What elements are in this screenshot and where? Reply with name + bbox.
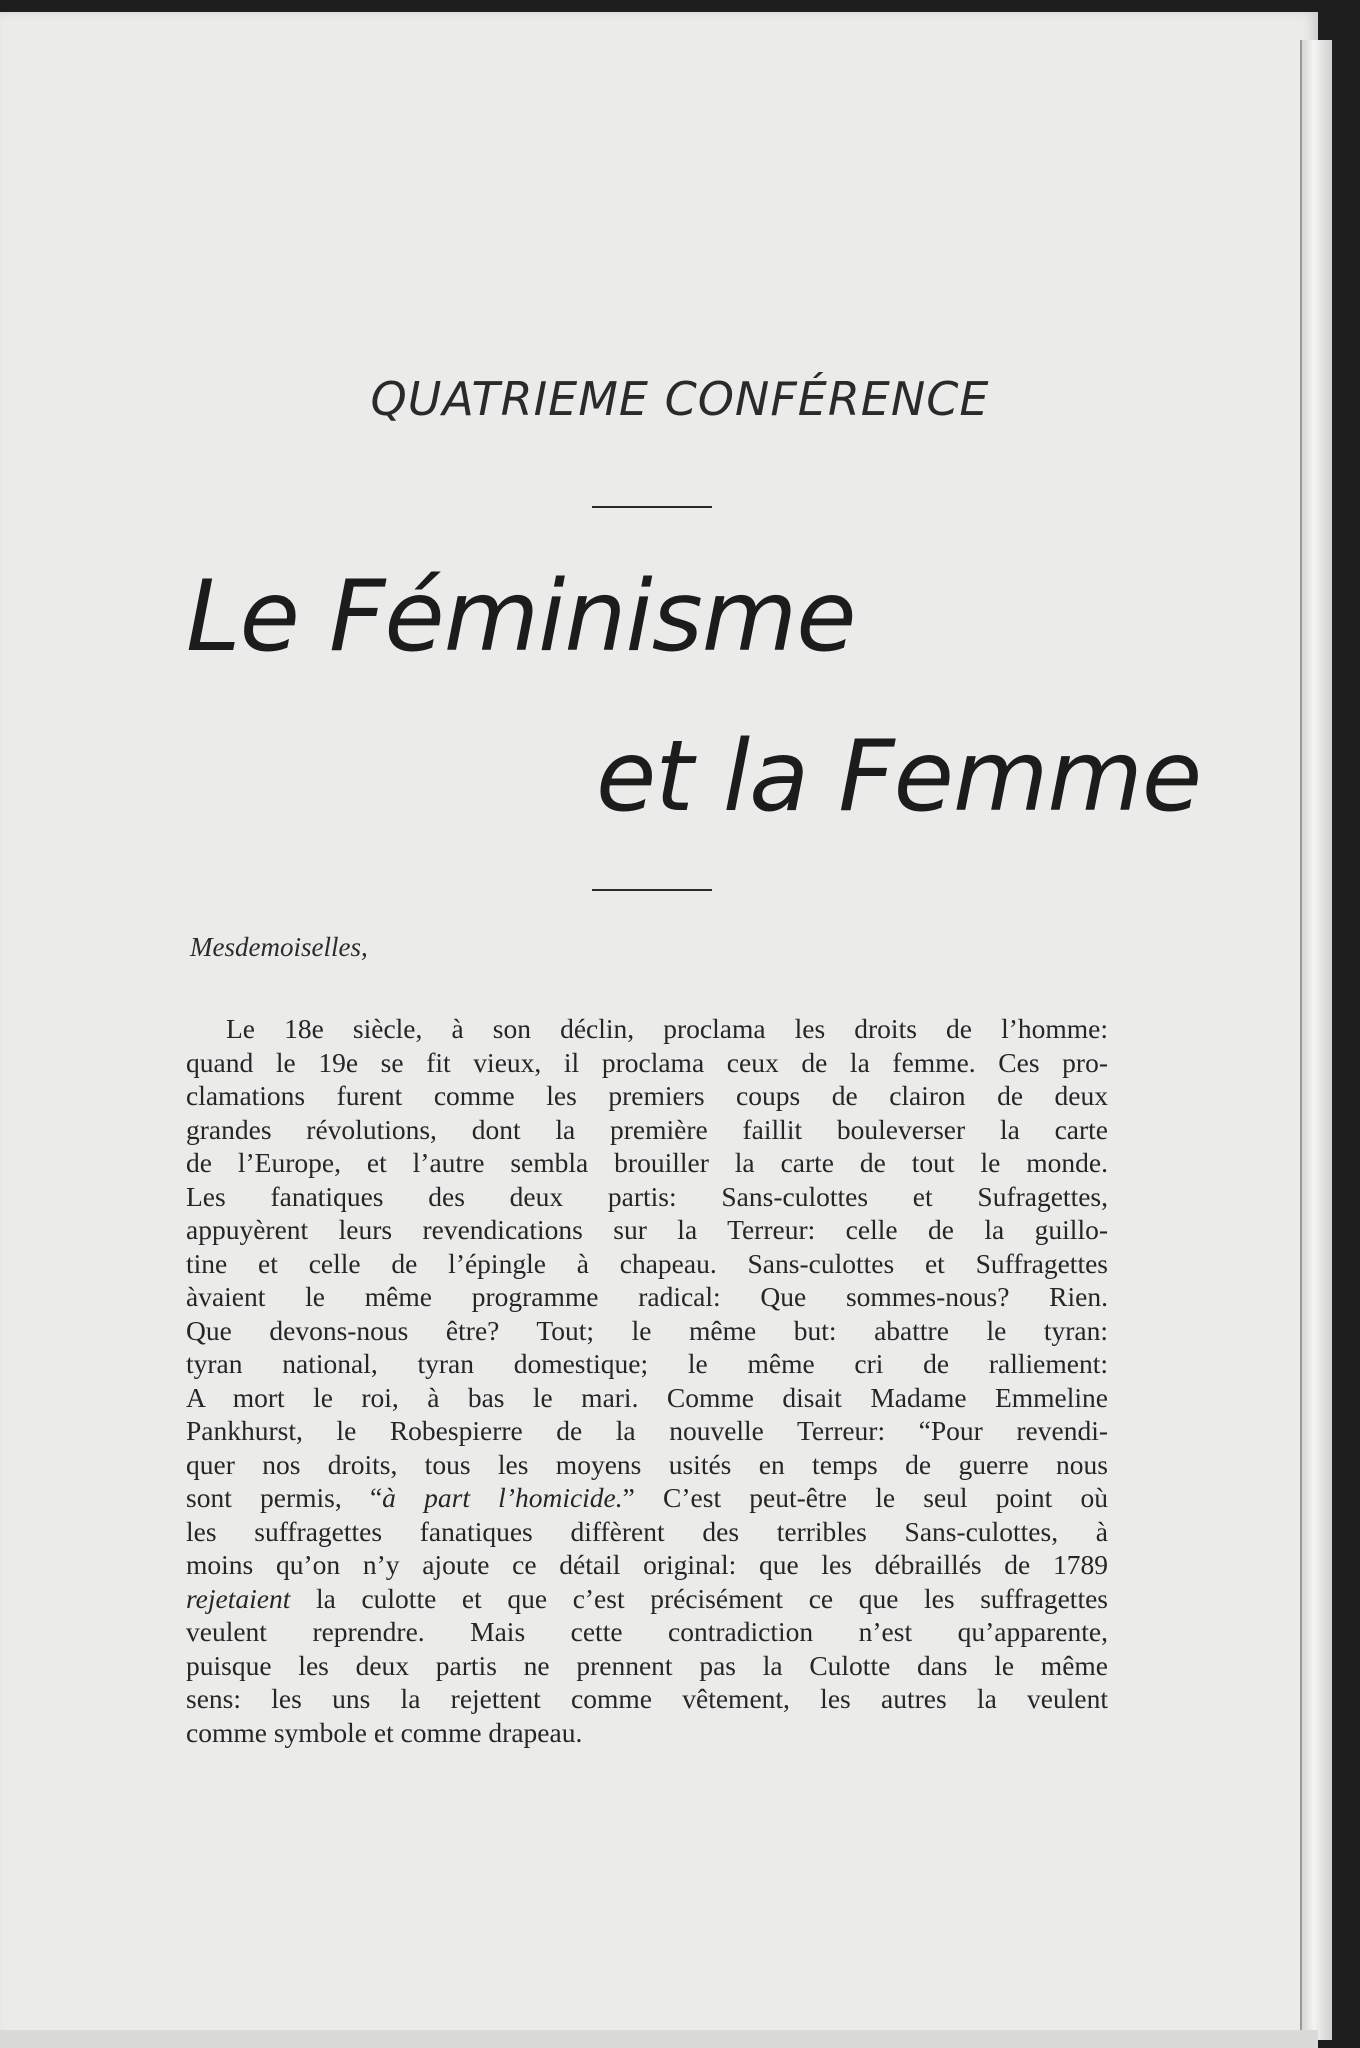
divider-rule-top: [592, 506, 712, 508]
text-line: quer nos droits, tous les moyens usités en temps de guerre nous: [186, 1448, 1108, 1480]
title-line-1: Le Féminisme: [186, 560, 856, 674]
text-line: tyran national, tyran domestique; le même cri de ralliement:: [186, 1348, 1108, 1379]
text-line: clamations furent comme les premiers coups de clairon de deux: [186, 1080, 1108, 1111]
title-line-2: et la Femme: [596, 720, 1202, 834]
text-line: veulent reprendre. Mais cette contradiction n’est qu’apparente,: [186, 1616, 1108, 1647]
text-line: grandes révolutions, dont la première faillit bouleverser la carte: [186, 1113, 1108, 1145]
text-line: puisque les deux partis ne prennent pas la Culotte dans le même: [186, 1649, 1108, 1681]
text-line: Pankhurst, le Robespierre de la nouvelle Terreur: “Pour revendi-: [186, 1415, 1108, 1446]
text-line: sont permis, “à part l’homicide.” C’est peut-être le seul point où: [186, 1482, 1108, 1513]
page-bottom-edge: [0, 2030, 1318, 2048]
text-line: quand le 19e se fit vieux, il proclama ceux de la femme. Ces pro-: [186, 1046, 1108, 1078]
salutation: Mesdemoiselles,: [190, 932, 368, 962]
text-line: sens: les uns la rejettent comme vêtement, les autres la veulent: [186, 1683, 1108, 1714]
text-line: Les fanatiques des deux partis: Sans-culottes et Sufragettes,: [186, 1180, 1108, 1212]
text-line: de l’Europe, et l’autre sembla brouiller la carte de tout le monde.: [186, 1147, 1108, 1178]
text-line: appuyèrent leurs revendications sur la Terreur: celle de la guillo-: [186, 1214, 1108, 1245]
text-line: moins qu’on n’y ajoute ce détail original: que les débraillés de 1789: [186, 1549, 1108, 1580]
emphasis: rejetaient: [186, 1582, 291, 1614]
page-edge: [1300, 40, 1332, 2040]
divider-rule-bottom: [592, 889, 712, 891]
text-line: Que devons-nous être? Tout; le même but: abattre le tyran:: [186, 1314, 1108, 1346]
text-line: comme symbole et comme drapeau.: [186, 1716, 583, 1748]
text-line: tine et celle de l’épingle à chapeau. Sans-culottes et Suffragettes: [186, 1247, 1108, 1279]
body-paragraph: [186, 1012, 1108, 1749]
text-line: àvaient le même programme radical: Que sommes-nous? Rien.: [186, 1281, 1108, 1312]
text-line: les suffragettes fanatiques diffèrent des terribles Sans-culottes, à: [186, 1515, 1108, 1547]
text-line: Le 18e siècle, à son déclin, proclama les droits de l’homme:: [226, 1013, 1108, 1044]
text-line: A mort le roi, à bas le mari. Comme disait Madame Emmeline: [186, 1381, 1108, 1413]
emphasis: à part l’homicide.: [382, 1482, 623, 1513]
text-line: rejetaient la culotte et que c’est précisément ce que les suffragettes: [186, 1582, 1108, 1614]
conference-heading: QUATRIEME CONFÉRENCE: [370, 372, 990, 426]
